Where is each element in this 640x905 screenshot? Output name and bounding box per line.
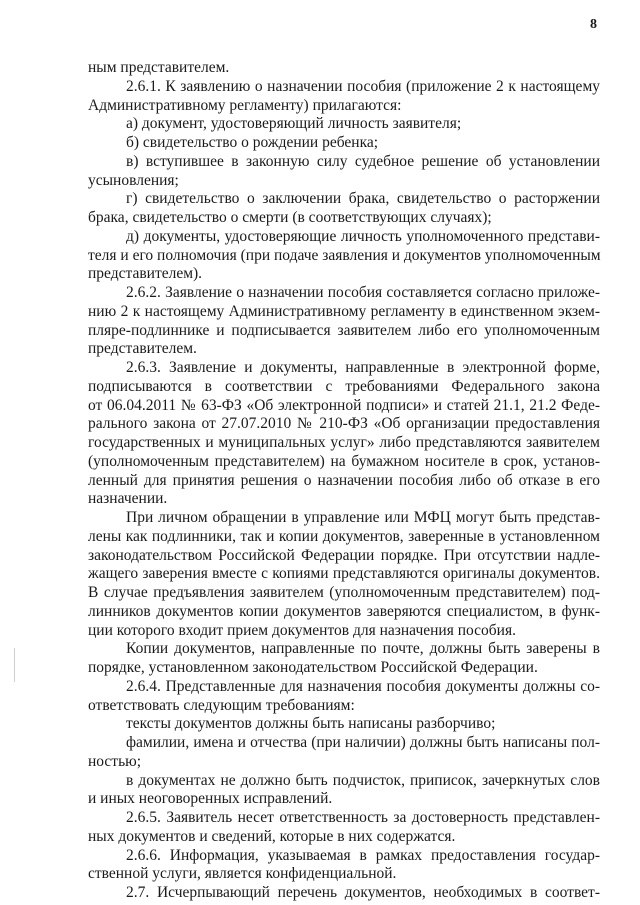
text-line: Административному регламенту) прилагаются: bbox=[88, 97, 402, 114]
text-line: г) свидетельство о заключении брака, свидетельство о расторжении bbox=[126, 190, 600, 207]
text-line: (уполномоченным представителем) на бумажном носителе в срок, установ- bbox=[88, 453, 600, 470]
text-line: брака, свидетельство о смерти (в соответствующих случаях); bbox=[88, 209, 492, 226]
text-line: и иных неоговоренных исправлений. bbox=[88, 790, 333, 807]
text-line: В случае предъявления заявителем (уполномоченным представителем) под- bbox=[88, 584, 600, 601]
text-line: лены как подлинники, так и копии документов, заверенные в установленном bbox=[88, 528, 600, 545]
text-line: от 06.04.2011 № 63-ФЗ «Об электронной подписи» и статей 21.1, 21.2 Феде- bbox=[88, 397, 600, 414]
text-line: ным представителем. bbox=[88, 59, 230, 76]
text-line: 2.6.2. Заявление о назначении пособия составляется согласно приложе- bbox=[126, 284, 600, 301]
text-line: законодательством Российской Федерации порядке. При отсутствии надле- bbox=[88, 547, 600, 564]
text-line: пляре-подлиннике и подписывается заявителем либо его уполномоченным bbox=[88, 322, 600, 339]
text-line: 2.6.6. Информация, указываемая в рамках предоставления государ- bbox=[126, 847, 600, 864]
text-line: 2.6.5. Заявитель несет ответственность за достоверность представлен- bbox=[126, 809, 600, 826]
text-line: ответствовать следующим требованиям: bbox=[88, 697, 355, 714]
text-line: 2.6.1. К заявлению о назначении пособия (приложение 2 к настоящему bbox=[126, 78, 600, 95]
text-line: представителем. bbox=[88, 340, 197, 357]
text-line: а) документ, удостоверяющий личность заявителя; bbox=[126, 115, 462, 132]
text-line: теля и его полномочия (при подаче заявления и документов уполномоченным bbox=[88, 247, 601, 264]
text-line: тексты документов должны быть написаны разборчиво; bbox=[126, 715, 496, 732]
text-line: фамилии, имена и отчества (при наличии) должны быть написаны пол- bbox=[126, 734, 600, 751]
text-line: ленный для принятия решения о назначении пособия либо об отказе в его bbox=[88, 472, 600, 489]
text-line: нию 2 к настоящему Административному регламенту в единственном экзем- bbox=[88, 303, 600, 320]
text-line: представителем). bbox=[88, 265, 203, 282]
margin-mark bbox=[14, 648, 15, 682]
text-line: жащего заверения вместе с копиями представляются оригиналы документов. bbox=[88, 565, 600, 582]
text-line: б) свидетельство о рождении ребенка; bbox=[126, 134, 379, 151]
text-line: порядке, установленном законодательством Российской Федерации. bbox=[88, 659, 538, 676]
text-line: ции которого входит прием документов для назначения пособия. bbox=[88, 622, 516, 639]
page-number: 8 bbox=[590, 17, 597, 32]
text-line: 2.7. Исчерпывающий перечень документов, необходимых в соответ- bbox=[126, 884, 600, 901]
text-line: ных документов и сведений, которые в них содержатся. bbox=[88, 828, 456, 845]
text-line: ностью; bbox=[88, 753, 142, 770]
text-line: в) вступившее в законную силу судебное решение об установлении bbox=[126, 153, 600, 170]
text-line: 2.6.4. Представленные для назначения пособия документы должны со- bbox=[126, 678, 600, 695]
text-line: усыновления; bbox=[88, 172, 179, 189]
text-line: линников документов копии документов заверяются специалистом, в функ- bbox=[88, 603, 600, 620]
text-line: При личном обращении в управление или МФЦ могут быть представ- bbox=[126, 509, 600, 526]
text-line: в документах не должно быть подчисток, приписок, зачеркнутых слов bbox=[126, 772, 600, 789]
text-line: 2.6.3. Заявление и документы, направленные в электронной форме, bbox=[126, 359, 600, 376]
text-line: рального закона от 27.07.2010 № 210-ФЗ «Об организации предоставления bbox=[88, 415, 600, 432]
text-line: ственной услуги, является конфиденциальной. bbox=[88, 865, 397, 882]
text-line: д) документы, удостоверяющие личность уполномоченного представи- bbox=[126, 228, 600, 245]
text-line: назначении. bbox=[88, 490, 168, 507]
text-line: государственных и муниципальных услуг» либо представляются заявителем bbox=[88, 434, 600, 451]
text-line: подписываются в соответствии с требованиями Федерального закона bbox=[88, 378, 600, 395]
text-line: Копии документов, направленные по почте, должны быть заверены в bbox=[126, 640, 600, 657]
